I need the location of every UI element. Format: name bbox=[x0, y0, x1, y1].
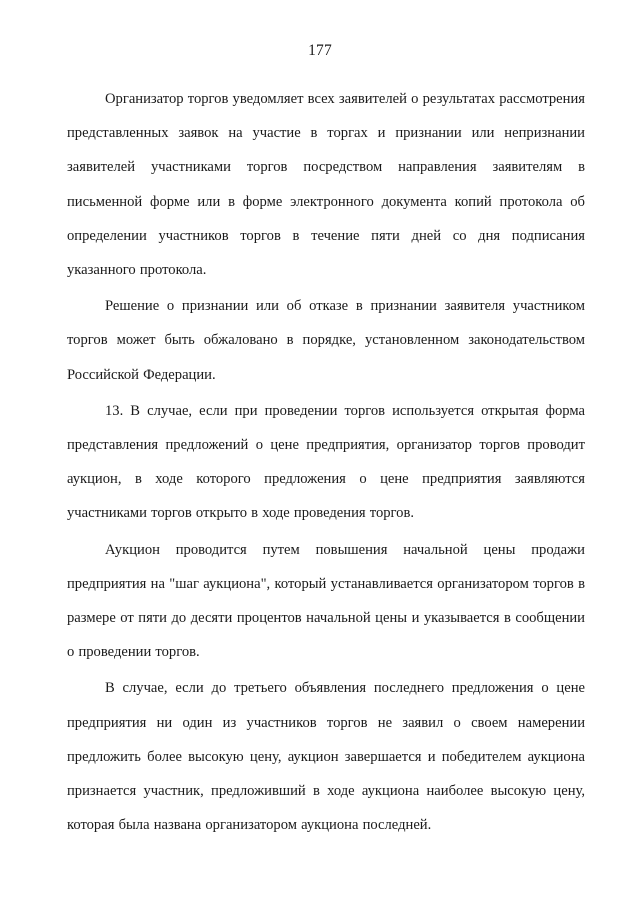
paragraph-open-auction-form: 13. В случае, если при проведении торгов используется открытая форма представления предложений о цене предприятия, организатор торгов проводит аукцион, в ходе которого предложения о цене предприятия заявляются участниками торгов открыто в ходе проведения торгов. bbox=[67, 402, 585, 522]
paragraph-notification-of-applicants: Организатор торгов уведомляет всех заявителей о результатах рассмотрения представленных заявок на участие в торгах и признании или непризнании заявителей участниками торгов посредством направления заявителям в письменной форме или в форме электронного документа копий протокола об определении участников торгов в течение пяти дней со дня подписания указанного протокола. bbox=[67, 91, 585, 279]
document-body bbox=[67, 82, 585, 842]
page-number: 177 bbox=[308, 42, 332, 59]
paragraph-appeal-of-decision: Решение о признании или об отказе в признании заявителя участником торгов может быть обжаловано в порядке, установленном законодательством Российской Федерации. bbox=[67, 298, 585, 383]
paragraph-auction-step: Аукцион проводится путем повышения начальной цены продажи предприятия на "шаг аукциона", который устанавливается организатором торгов в размере от пяти до десяти процентов начальной цены и указывается в сообщении о проведении торгов. bbox=[67, 541, 585, 661]
paragraph-auction-winner: В случае, если до третьего объявления последнего предложения о цене предприятия ни один из участников торгов не заявил о своем намерении предложить более высокую цену, аукцион завершается и победителем аукциона признается участник, предложивший в ходе аукциона наиболее высокую цену, которая была названа организатором аукциона последней. bbox=[67, 680, 585, 834]
